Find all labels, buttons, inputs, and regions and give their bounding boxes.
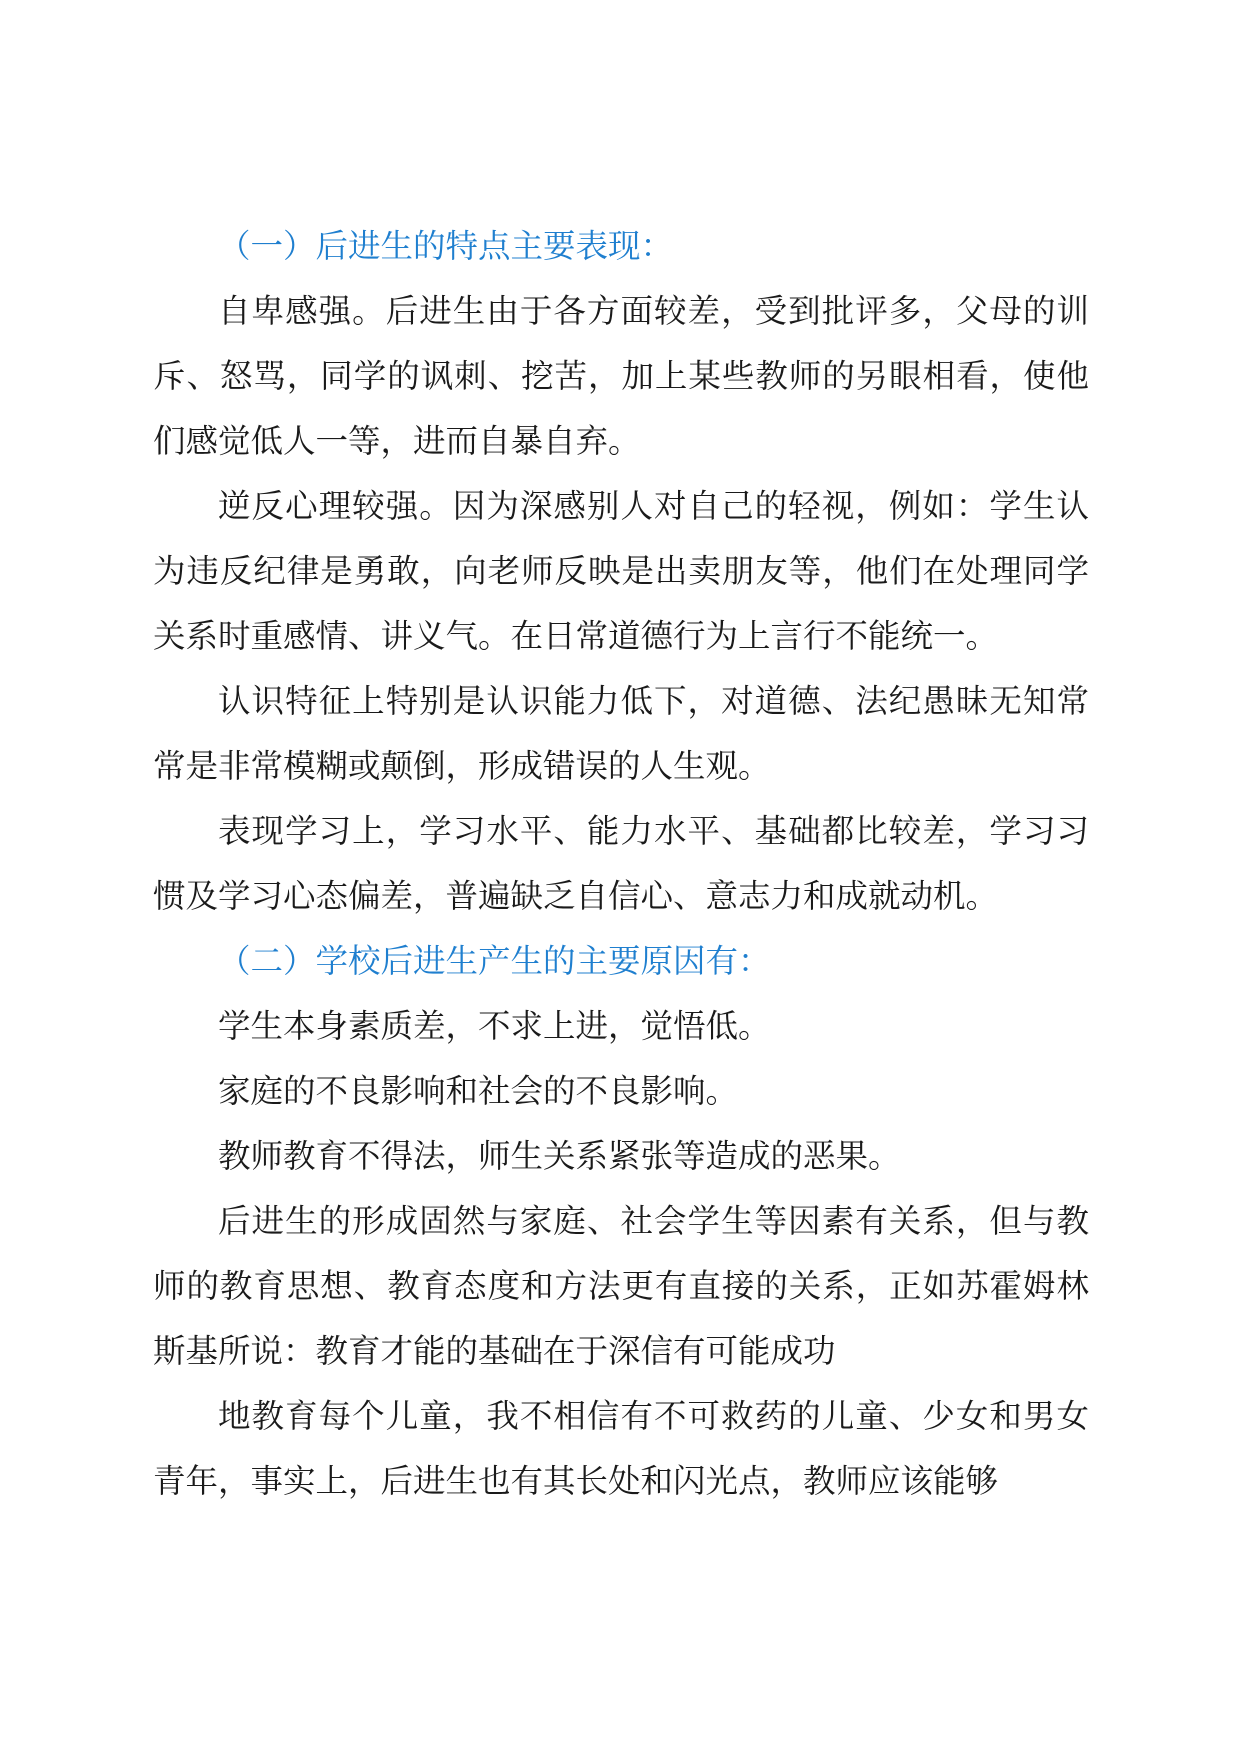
section-heading-1: （一）后进生的特点主要表现： — [218, 227, 674, 265]
paragraph-every-child: 地教育每个儿童，我不相信有不可救药的儿童、少女和男女青年，事实上，后进生也有其长处和闪光点，教师应该能够 — [153, 1397, 1089, 1500]
paragraph-formation: 后进生的形成固然与家庭、社会学生等因素有关系，但与教师的教育思想、教育态度和方法更有直接的关系，正如苏霍姆林斯基所说：教育才能的基础在于深信有可能成功 — [153, 1202, 1089, 1370]
paragraph-rebellious: 逆反心理较强。因为深感别人对自己的轻视，例如：学生认为违反纪律是勇敢，向老师反映是出卖朋友等，他们在处理同学关系时重感情、讲义气。在日常道德行为上言行不能统一。 — [153, 487, 1089, 655]
paragraph-inferiority: 自卑感强。后进生由于各方面较差，受到批评多，父母的训斥、怒骂，同学的讽刺、挖苦，加上某些教师的另眼相看，使他们感觉低人一等，进而自暴自弃。 — [153, 292, 1089, 460]
paragraph-student-quality: 学生本身素质差，不求上进，觉悟低。 — [218, 1007, 771, 1045]
paragraph-learning: 表现学习上，学习水平、能力水平、基础都比较差，学习习惯及学习心态偏差，普遍缺乏自信心、意志力和成就动机。 — [153, 812, 1089, 915]
paragraph-family-society: 家庭的不良影响和社会的不良影响。 — [218, 1072, 739, 1110]
paragraph-cognition: 认识特征上特别是认识能力低下，对道德、法纪愚昧无知常常是非常模糊或颠倒，形成错误的人生观。 — [153, 682, 1089, 785]
section-heading-2: （二）学校后进生产生的主要原因有： — [218, 942, 771, 980]
paragraph-teacher-method: 教师教育不得法，师生关系紧张等造成的恶果。 — [218, 1137, 901, 1175]
document-body — [153, 214, 1089, 1514]
